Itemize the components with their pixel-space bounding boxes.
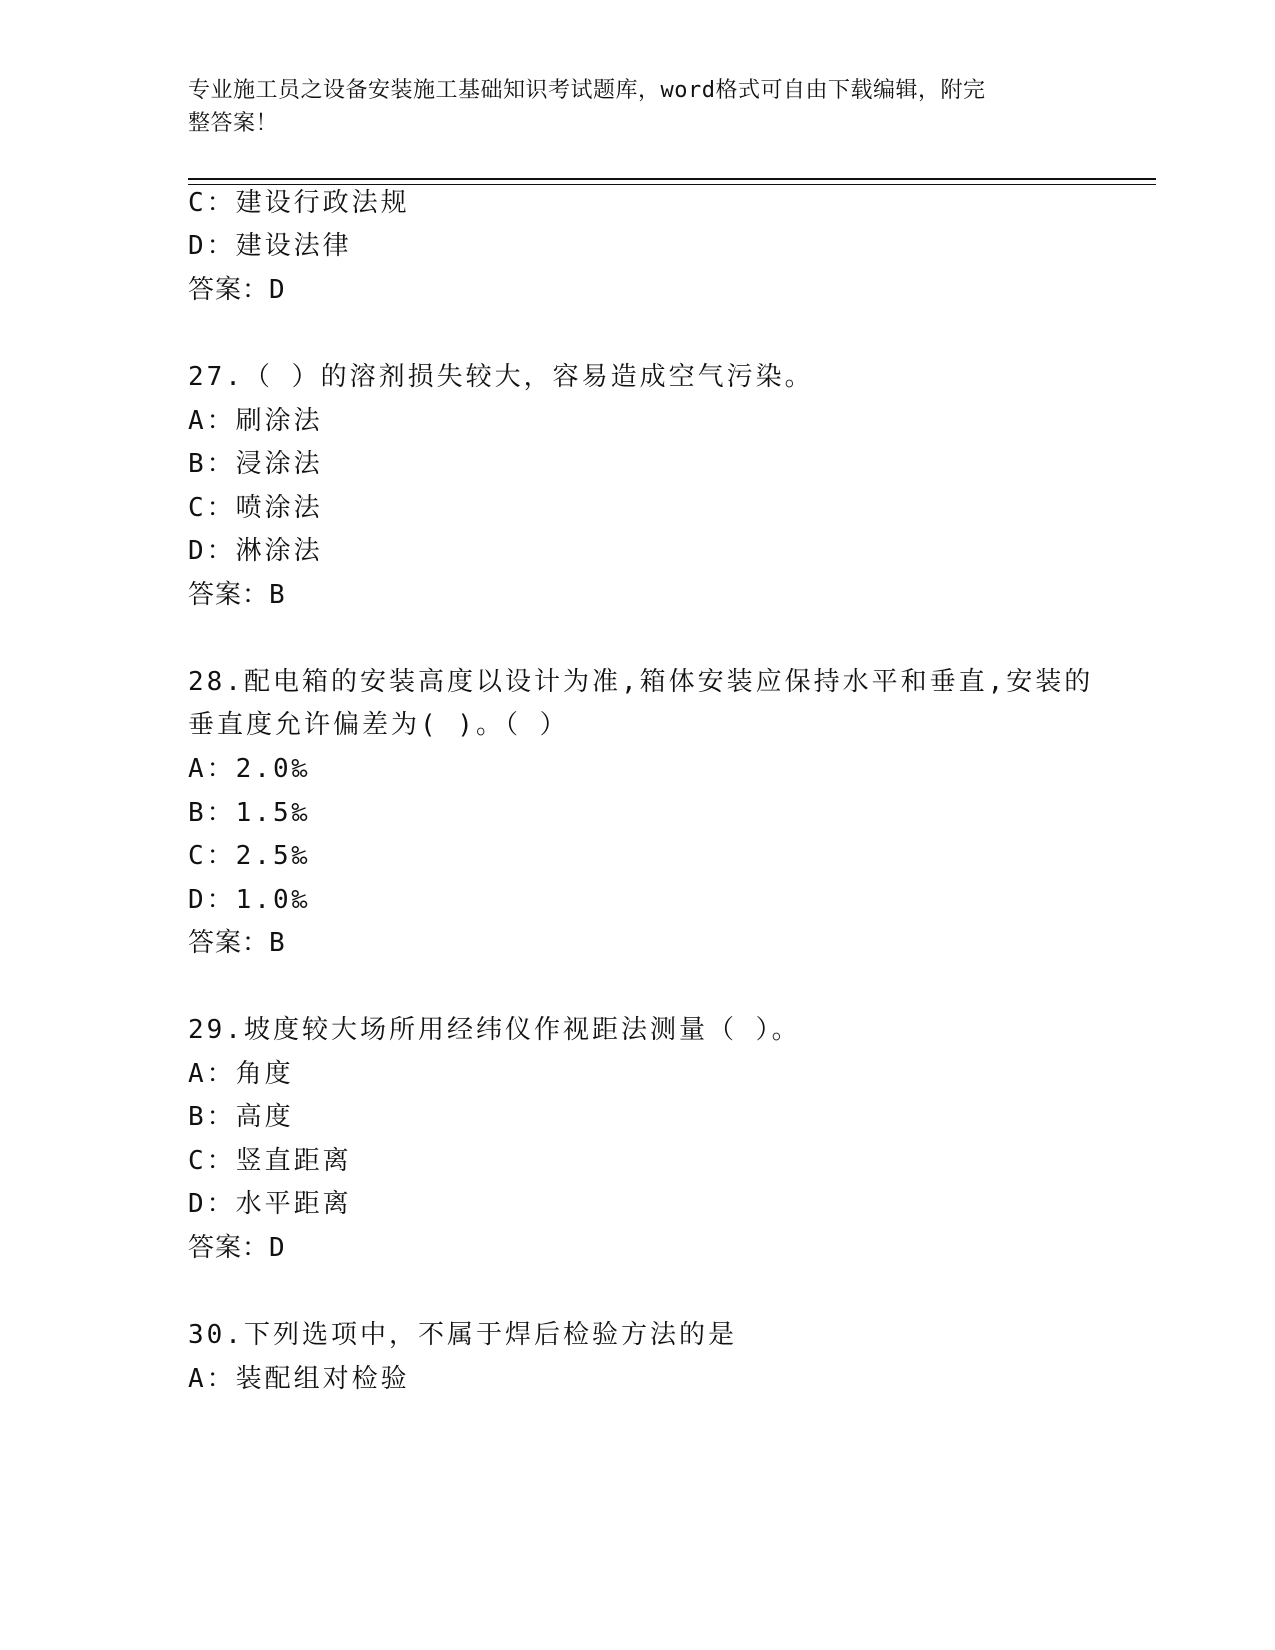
q28-answer: 答案：B — [188, 928, 286, 958]
q30-stem: 30.下列选项中，不属于焊后检验方法的是 — [188, 1320, 737, 1350]
prev-option-c: C：建设行政法规 — [188, 188, 410, 218]
header-line-2: 整答案！ — [188, 111, 279, 136]
q28-option-d: D：1.0‰ — [188, 885, 311, 915]
q27-option-c: C：喷涂法 — [188, 493, 323, 523]
q29-answer: 答案：D — [188, 1233, 286, 1263]
q27-option-a: A：刷涂法 — [188, 406, 323, 436]
q29-option-a: A：角度 — [188, 1059, 294, 1089]
q29-option-d: D：水平距离 — [188, 1189, 352, 1219]
document-header — [188, 74, 1088, 140]
q29-option-b: B：高度 — [188, 1102, 294, 1132]
header-line-1: 专业施工员之设备安装施工基础知识考试题库，word格式可自由下载编辑，附完 — [188, 78, 986, 103]
q27-option-b: B：浸涂法 — [188, 449, 323, 479]
q28-option-c: C：2.5‰ — [188, 841, 311, 871]
q27-option-d: D：淋涂法 — [188, 536, 323, 566]
prev-answer: 答案：D — [188, 275, 286, 305]
q28-stem-line-2: 垂直度允许偏差为( )。（ ） — [188, 710, 569, 740]
q28-option-a: A：2.0‰ — [188, 754, 311, 784]
q27-stem: 27.（ ）的溶剂损失较大，容易造成空气污染。 — [188, 362, 814, 392]
q29-option-c: C：竖直距离 — [188, 1146, 352, 1176]
q29-stem: 29.坡度较大场所用经纬仪作视距法测量（ ）。 — [188, 1015, 801, 1045]
q28-stem-line-1: 28.配电箱的安装高度以设计为准,箱体安装应保持水平和垂直,安装的 — [188, 667, 1094, 697]
q28-option-b: B：1.5‰ — [188, 798, 311, 828]
header-divider-thin — [188, 184, 1156, 185]
prev-option-d: D：建设法律 — [188, 231, 352, 261]
header-divider-thick — [188, 178, 1156, 180]
q27-answer: 答案：B — [188, 580, 286, 610]
q30-option-a: A：装配组对检验 — [188, 1364, 410, 1394]
